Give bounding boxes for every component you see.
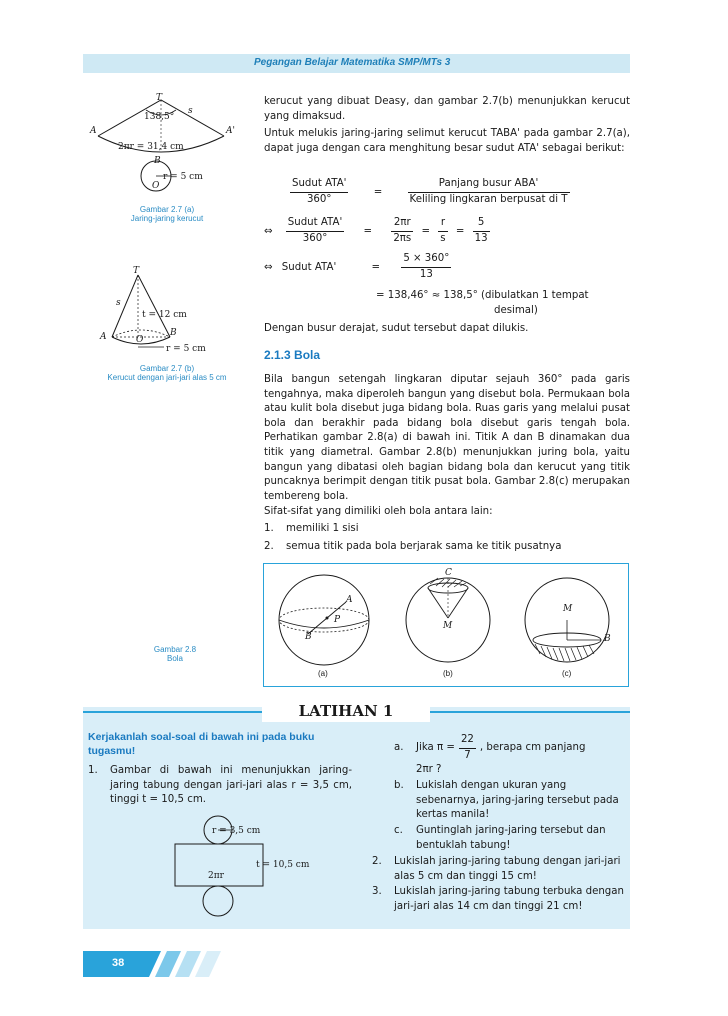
fig27a-label-s: s [188, 106, 193, 116]
fig27a-label-angle: 138,5° [144, 112, 175, 122]
fig27a-label-r: r = 5 cm [163, 172, 203, 182]
fig27b-label-A: A [100, 332, 107, 342]
question-1a: a. Jika π = $\frac{22}{7}$ , berapa cm panjang 2πr ? [394, 734, 586, 776]
question-1: 1. Gambar di bawah ini menunjukkan jaring-jaring tabung dengan jari-jari alas r = 3,5 cm, tinggi t = 10,5 cm. [88, 765, 352, 806]
fig27b-label-s: s [116, 298, 121, 308]
latihan-rule-left [83, 711, 262, 713]
running-header: Pegangan Belajar Matematika SMP/MTs 3 [254, 57, 451, 68]
question-2: 2. Lukislah jaring-jaring tabung dengan jari-jari alas 5 cm dan tinggi 15 cm! [372, 856, 621, 882]
paragraph-5: Sifat-sifat yang dimiliki oleh bola antara lain: [264, 506, 493, 517]
fig28a-label-A: A [346, 595, 353, 605]
paragraph-1: kerucut yang dibuat Deasy, dan gambar 2.7(b) menunjukkan kerucut yang dimaksud. [264, 96, 630, 122]
fig28a-caption: (a) [318, 669, 328, 678]
fig27a-label-A2: A' [226, 126, 235, 136]
fig27b-caption: Gambar 2.7 (b) Kerucut dengan jari-jari alas 5 cm [107, 364, 227, 382]
section-heading: 2.1.3 Bola [264, 348, 321, 362]
equation-2: ⇔ $\frac{\text{Sudut ATA'}}{360^\circ}$ = $\frac{2\pi r}{2\pi s}$ = $\frac{r}{s}$ = $\frac{5}{13}$ [264, 217, 488, 244]
fig27a-label-arc: 2πr = 31,4 cm [118, 142, 184, 152]
fig28c-label-M: M [563, 604, 573, 614]
latihan-rule-right [430, 711, 630, 713]
fig27b-label-t: t = 12 cm [142, 310, 187, 320]
fig28b-label-C: C [445, 568, 452, 578]
equation-3: ⇔ Sudut ATA' = $\frac{5 \times 360^\circ}{13}$ [264, 253, 450, 280]
fig27a-caption: Gambar 2.7 (a) Jaring-jaring kerucut [130, 205, 204, 223]
equation-4: = 138,46° ≈ 138,5° (dibulatkan 1 tempat [376, 290, 589, 301]
fig27b-label-T: T [133, 266, 140, 276]
fig28c-caption: (c) [562, 669, 572, 678]
question-1b: b. Lukislah dengan ukuran yang sebenarnya, jaring-jaring tersebut pada kertas manila! [394, 780, 619, 821]
net-label-t: t = 10,5 cm [256, 860, 310, 870]
equation-4-cont: desimal) [494, 305, 538, 316]
net-label-r: r = 3,5 cm [212, 826, 261, 836]
fig28-caption: Gambar 2.8 Bola [153, 645, 197, 663]
latihan-instruction: Kerjakanlah soal-soal di bawah ini pada buku tugasmu! [88, 731, 315, 757]
fig28c-label-B: B [604, 634, 611, 644]
latihan-title: LATIHAN 1 [262, 700, 430, 722]
paragraph-4: Bila bangun setengah lingkaran diputar sejauh 360° pada garis tengahnya, maka diperoleh bangun yang disebut bola. Permukaan bola atau kulit bola disebut juga bidang bola. Ruas garis yang melalui pusat bola dan berakhir pada bidang bola disebut garis tengah bola. Perhatikan gambar 2.8(a) di bawah ini. Titik A dan B dinamakan dua titik yang diametral. Gambar 2.8(b) menunjukkan juring bola, yaitu bangun yang dibatasi oleh bagian bidang bola dan kerucut yang titik puncaknya berimpit dengan titik pusat bola. Gambar 2.8(c) merupakan tembereng bola. [264, 374, 630, 502]
paragraph-3: Dengan busur derajat, sudut tersebut dapat dilukis. [264, 323, 529, 334]
footer-tab [83, 951, 223, 977]
question-3: 3. Lukislah jaring-jaring tabung terbuka dengan jari-jari alas 14 cm dan tinggi 21 cm! [372, 886, 624, 912]
fig28b-label-M: M [443, 621, 453, 631]
fig27a-label-A: A [90, 126, 97, 136]
fig27a-label-O: O [152, 181, 160, 191]
fig27a-label-B: B [154, 156, 161, 166]
fig28b-caption: (b) [443, 669, 453, 678]
fig28a-label-P: P [334, 615, 341, 625]
fig27b-label-r: r = 5 cm [166, 344, 206, 354]
fig27b-label-O: O [136, 335, 144, 345]
list-item-1: 1. memiliki 1 sisi [264, 523, 359, 534]
page-number: 38 [112, 957, 125, 969]
question-1c: c. Guntinglah jaring-jaring tersebut dan bentuklah tabung! [394, 825, 606, 851]
fig27a-label-T: T [156, 93, 163, 103]
net-label-2pir: 2πr [208, 871, 224, 881]
equation-1: $\frac{\text{Sudut ATA'}}{360^\circ}$ = $\frac{\text{Panjang busur ABA'}}{\text{Keliling lingkaran berpusat di T}}$ [292, 178, 568, 205]
list-item-2: 2. semua titik pada bola berjarak sama ke titik pusatnya [264, 541, 562, 552]
paragraph-2: Untuk melukis jaring-jaring selimut kerucut TABA' pada gambar 2.7(a), dapat juga dengan cara menghitung besar sudut ATA' sebagai berikut: [264, 128, 630, 154]
fig27b-label-B: B [170, 328, 177, 338]
fig28a-label-B: B [305, 632, 312, 642]
